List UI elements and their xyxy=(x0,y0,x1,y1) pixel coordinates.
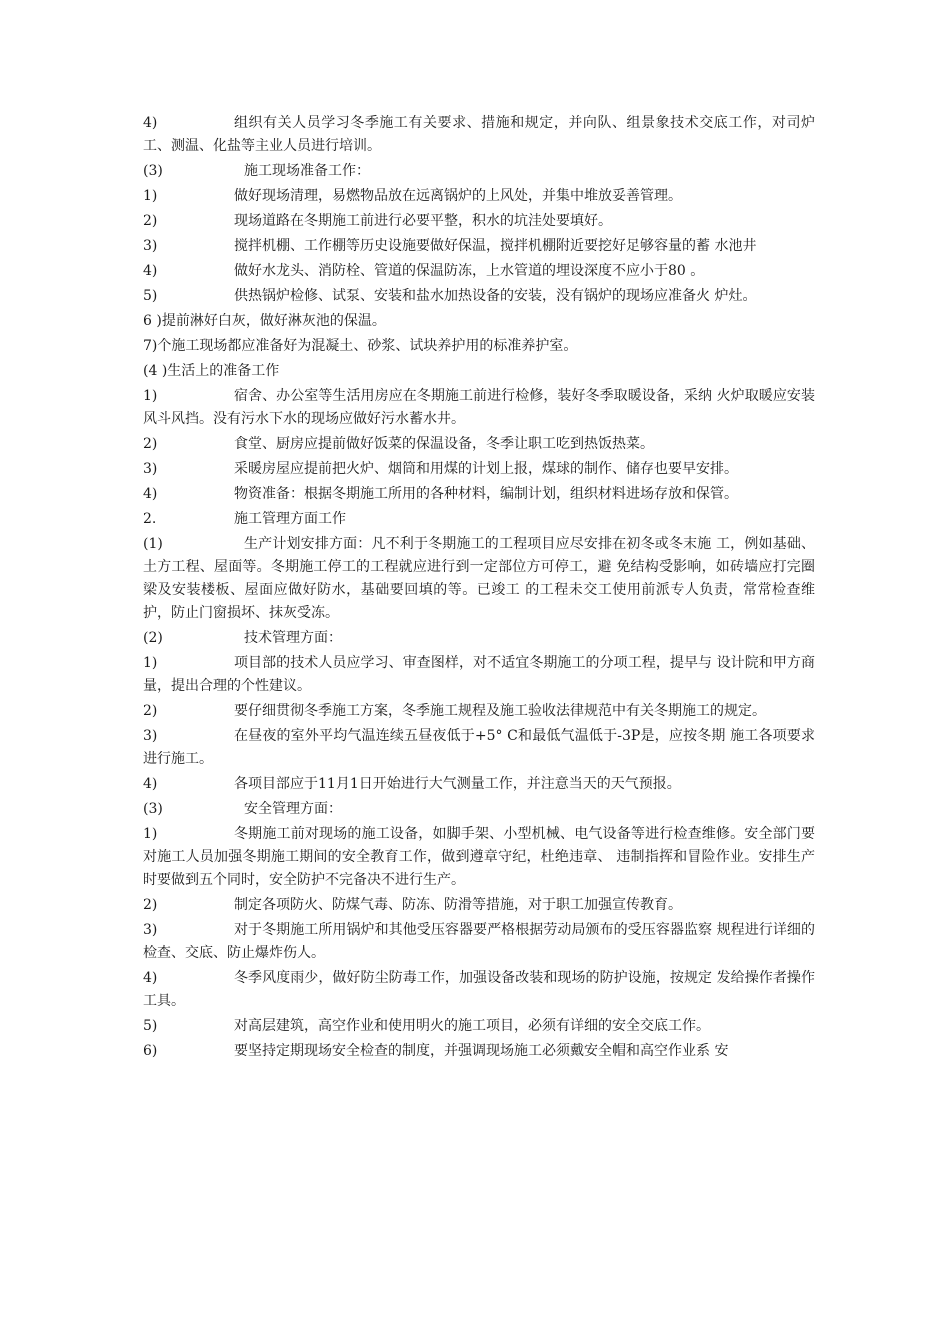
paragraph-item xyxy=(143,235,815,258)
paragraph-item xyxy=(143,160,815,183)
paragraph-item xyxy=(143,823,815,892)
paragraph-item xyxy=(143,285,815,308)
item-text: 生产计划安排方面：凡不利于冬期施工的工程项目应尽安排在初冬或冬末施 工，例如基础、土方工程、屋面等。冬期施工停工的工程就应进行到一定部位方可停工，避 免结构受影响，如砖墙应打完圈梁及安装楼板、屋面应做好防水，基础要回填的等。已竣工 的工程未交工使用前派专人负责，常常检查维护，防止门窗损坏、抹灰受冻。 xyxy=(143,536,815,621)
paragraph-item xyxy=(143,700,815,723)
paragraph-item xyxy=(143,335,815,358)
item-text: 各项目部应于11月1日开始进行大气测量工作，并注意当天的天气预报。 xyxy=(234,776,681,792)
item-text: 在昼夜的室外平均气温连续五昼夜低于+5° C和最低气温低于-3P是，应按冬期 施工各项要求进行施工。 xyxy=(143,728,815,767)
item-text: 采暖房屋应提前把火炉、烟筒和用煤的计划上报，煤球的制作、储存也要早安排。 xyxy=(234,461,738,477)
item-text: 6 )提前淋好白灰，做好淋灰池的保温。 xyxy=(143,313,386,329)
paragraph-item xyxy=(143,627,815,650)
item-number: 4) xyxy=(143,486,158,502)
paragraph-item xyxy=(143,773,815,796)
item-text: 冬期施工前对现场的施工设备，如脚手架、小型机械、电气设备等进行检查维修。安全部门要对施工人员加强冬期施工期间的安全教育工作，做到遵章守纪，杜绝违章、 违制指挥和冒险作业。安排生产时要做到五个同时，安全防护不完备决不进行生产。 xyxy=(143,826,815,888)
item-text: 物资准备：根据冬期施工所用的各种材料，编制计划，组织材料进场存放和保管。 xyxy=(234,486,738,502)
paragraph-item xyxy=(143,112,815,158)
item-text: 供热锅炉检修、试泵、安装和盐水加热设备的安装，没有锅炉的现场应准备火 炉灶。 xyxy=(234,288,757,304)
paragraph-item xyxy=(143,385,815,431)
paragraph-item xyxy=(143,894,815,917)
item-number: 5) xyxy=(143,1018,158,1034)
item-text: 宿舍、办公室等生活用房应在冬期施工前进行检修，装好冬季取暖设备，采纳 火炉取暖应安装风斗风挡。没有污水下水的现场应做好污水蓄水井。 xyxy=(143,388,815,427)
item-text: 冬季风度雨少，做好防尘防毒工作，加强设备改装和现场的防护设施，按规定 发给操作者操作工具。 xyxy=(143,970,815,1009)
section-heading: 安全管理方面： xyxy=(244,801,342,817)
paragraph-item xyxy=(143,185,815,208)
paragraph-item xyxy=(143,260,815,283)
item-text: 现场道路在冬期施工前进行必要平整，积水的坑洼处要填好。 xyxy=(234,213,612,229)
item-number: 2) xyxy=(143,436,158,452)
item-number: 4) xyxy=(143,970,158,986)
paragraph-item xyxy=(143,360,815,383)
item-number: 4) xyxy=(143,115,158,131)
document-body xyxy=(143,112,815,1065)
paragraph-item xyxy=(143,458,815,481)
item-number: 3) xyxy=(143,922,158,938)
section-heading: 技术管理方面： xyxy=(244,630,342,646)
item-number: 3) xyxy=(143,461,158,477)
paragraph-item xyxy=(143,1040,815,1063)
paragraph-item xyxy=(143,310,815,333)
item-text: 搅拌机棚、工作棚等历史设施要做好保温，搅拌机棚附近要挖好足够容量的蓄 水池井 xyxy=(234,238,757,254)
item-number: 1) xyxy=(143,388,158,404)
paragraph-item xyxy=(143,1015,815,1038)
paragraph-item xyxy=(143,533,815,625)
item-number: 1) xyxy=(143,655,158,671)
item-text: 对于冬期施工所用锅炉和其他受压容器要严格根据劳动局颁布的受压容器监察 规程进行详细的检查、交底、防止爆炸伤人。 xyxy=(143,922,815,961)
paragraph-item xyxy=(143,210,815,233)
item-text: 7)个施工现场都应准备好为混凝土、砂浆、试块养护用的标准养护室。 xyxy=(143,338,578,354)
item-number: 3) xyxy=(143,728,158,744)
paragraph-item xyxy=(143,967,815,1013)
item-number: 2. xyxy=(143,511,157,527)
item-text: 组织有关人员学习冬季施工有关要求、措施和规定，并向队、组景象技术交底工作，对司炉工、测温、化盐等主业人员进行培训。 xyxy=(143,115,815,154)
paragraph-item xyxy=(143,508,815,531)
item-number: 3) xyxy=(143,238,158,254)
paragraph-item xyxy=(143,919,815,965)
paragraph-item xyxy=(143,725,815,771)
item-text: 对高层建筑，高空作业和使用明火的施工项目，必须有详细的安全交底工作。 xyxy=(234,1018,710,1034)
item-number: (3) xyxy=(143,163,163,179)
item-text: 项目部的技术人员应学习、审查图样，对不适宜冬期施工的分项工程，提早与 设计院和甲方商量，提出合理的个性建议。 xyxy=(143,655,815,694)
item-number: 1) xyxy=(143,826,158,842)
paragraph-item xyxy=(143,483,815,506)
section-heading: (4 )生活上的准备工作 xyxy=(143,363,280,379)
item-number: (1) xyxy=(143,536,163,552)
item-number: 2) xyxy=(143,703,158,719)
paragraph-item xyxy=(143,798,815,821)
item-number: 4) xyxy=(143,776,158,792)
paragraph-item xyxy=(143,433,815,456)
item-number: 6) xyxy=(143,1043,158,1059)
item-text: 制定各项防火、防煤气毒、防冻、防滑等措施，对于职工加强宣传教育。 xyxy=(234,897,682,913)
item-text: 食堂、厨房应提前做好饭菜的保温设备，冬季让职工吃到热饭热菜。 xyxy=(234,436,654,452)
item-text: 要仔细贯彻冬季施工方案，冬季施工规程及施工验收法律规范中有关冬期施工的规定。 xyxy=(234,703,766,719)
item-number: (2) xyxy=(143,630,163,646)
item-number: (3) xyxy=(143,801,163,817)
item-number: 2) xyxy=(143,897,158,913)
item-number: 2) xyxy=(143,213,158,229)
item-number: 4) xyxy=(143,263,158,279)
item-text: 做好水龙头、消防栓、管道的保温防冻，上水管道的埋设深度不应小于80 。 xyxy=(234,263,705,279)
item-number: 1) xyxy=(143,188,158,204)
item-number: 5) xyxy=(143,288,158,304)
section-heading: 施工管理方面工作 xyxy=(234,511,346,527)
section-heading: 施工现场准备工作： xyxy=(244,163,370,179)
item-text: 要坚持定期现场安全检查的制度，并强调现场施工必须戴安全帽和高空作业系 安 xyxy=(234,1043,729,1059)
item-text: 做好现场清理，易燃物品放在远离锅炉的上风处，并集中堆放妥善管理。 xyxy=(234,188,682,204)
paragraph-item xyxy=(143,652,815,698)
